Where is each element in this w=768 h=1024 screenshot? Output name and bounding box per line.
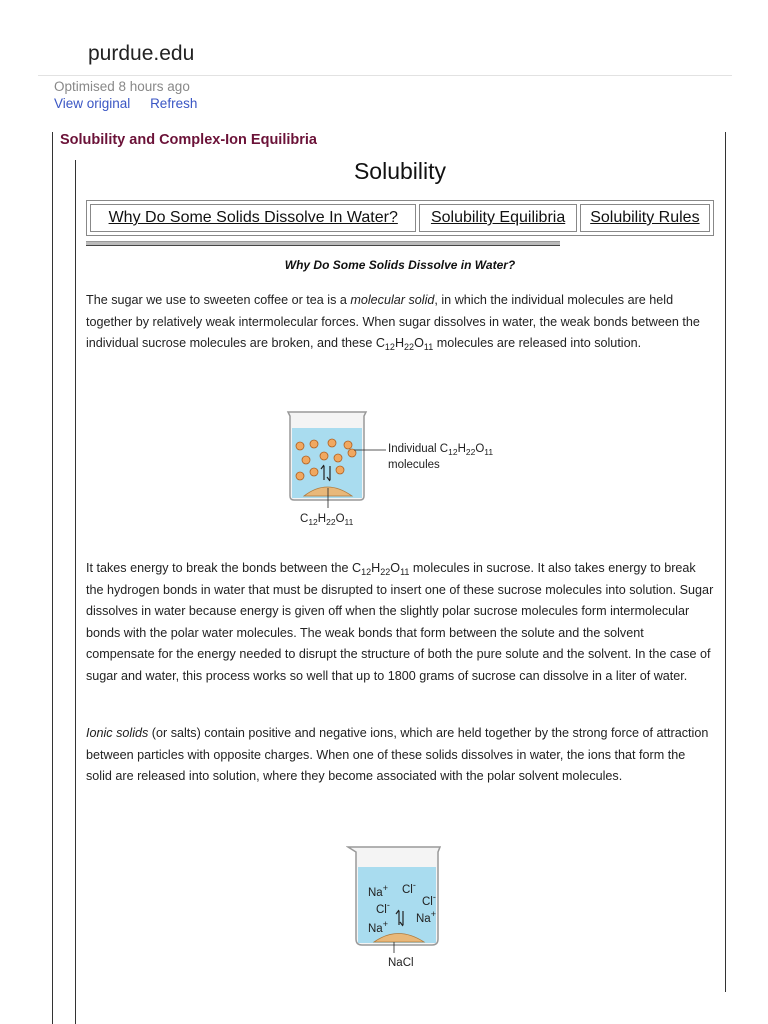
molecules-label: molecules [388, 459, 440, 471]
ion-cl-1: Cl- [402, 880, 416, 896]
ion-cl-2: Cl- [376, 900, 390, 916]
nav-tab-solubility-rules[interactable]: Solubility Rules [580, 204, 710, 232]
view-original-link[interactable]: View original [54, 96, 131, 111]
inner-frame-left [75, 160, 76, 1024]
sucrose-beaker-figure [280, 408, 390, 508]
section-nav-table [86, 200, 714, 236]
ion-na-2: Na+ [416, 909, 436, 925]
nav-tab-solubility-equilibria[interactable]: Solubility Equilibria [419, 204, 576, 232]
nacl-label: NaCl [388, 957, 414, 969]
nav-tab-why-dissolve[interactable]: Why Do Some Solids Dissolve In Water? [90, 204, 416, 232]
ion-na-1: Na+ [368, 883, 388, 899]
paragraph-molecular-solid: The sugar we use to sweeten coffee or tea is a molecular solid, in which the individual molecules are held together by relatively weak intermolecular forces. When sugar dissolves in water, the weak bonds between the individual sucrose molecules are broken, and these $C_{12}H_{22}O_{11}$ molecules are released into solution. [86, 293, 700, 352]
paragraph-ionic-solids: Ionic solids (or salts) contain positive and negative ions, which are held together by the strong force of attraction between particles with opposite charges. When one of these solids dissolves in water, the ions that form the solid are released into solution, where they become associated with the polar solvent molecules. [86, 726, 709, 783]
paragraph-energy: It takes energy to break the bonds between the $C_{12}H_{22}O_{11}$ molecules in sucrose. It also takes energy to break the hydrogen bonds in water that must be disrupted to insert one of these sucrose molecules into solution. Sugar dissolves in water because energy is given off when the slightly polar sucrose molecules form intermolecular bonds with the polar water molecules. The weak bonds that form between the solute and the solvent compensate for the energy needed to disrupt the structure of both the pure solute and the solvent. In the case of sugar and water, this process works so well that up to 1800 grams of sucrose can dissolve in a liter of water. [86, 561, 714, 683]
site-title: purdue.edu [88, 42, 195, 65]
refresh-link[interactable]: Refresh [150, 96, 198, 111]
chapter-title: Solubility and Complex-Ion Equilibria [60, 132, 317, 148]
term-molecular-solid: molecular solid [350, 293, 435, 307]
outer-frame-left [52, 132, 53, 1024]
outer-frame-right [725, 132, 726, 992]
nacl-beaker-figure [346, 843, 456, 953]
section-heading: Why Do Some Solids Dissolve in Water? [284, 258, 516, 272]
individual-molecules-label: Individual $C_{12}H_{22}O_{11}$ [388, 443, 494, 457]
ion-cl-3: Cl- [422, 892, 436, 908]
page-title: Solubility [353, 158, 447, 184]
header-links [54, 96, 213, 111]
header-divider [38, 75, 732, 76]
ion-na-3: Na+ [368, 919, 388, 935]
horizontal-rule [86, 241, 560, 246]
sucrose-formula-label: $C_{12}H_{22}O_{11}$ [300, 513, 354, 527]
optimised-status: Optimised 8 hours ago [54, 79, 190, 94]
term-ionic-solids: Ionic solids [86, 726, 149, 740]
